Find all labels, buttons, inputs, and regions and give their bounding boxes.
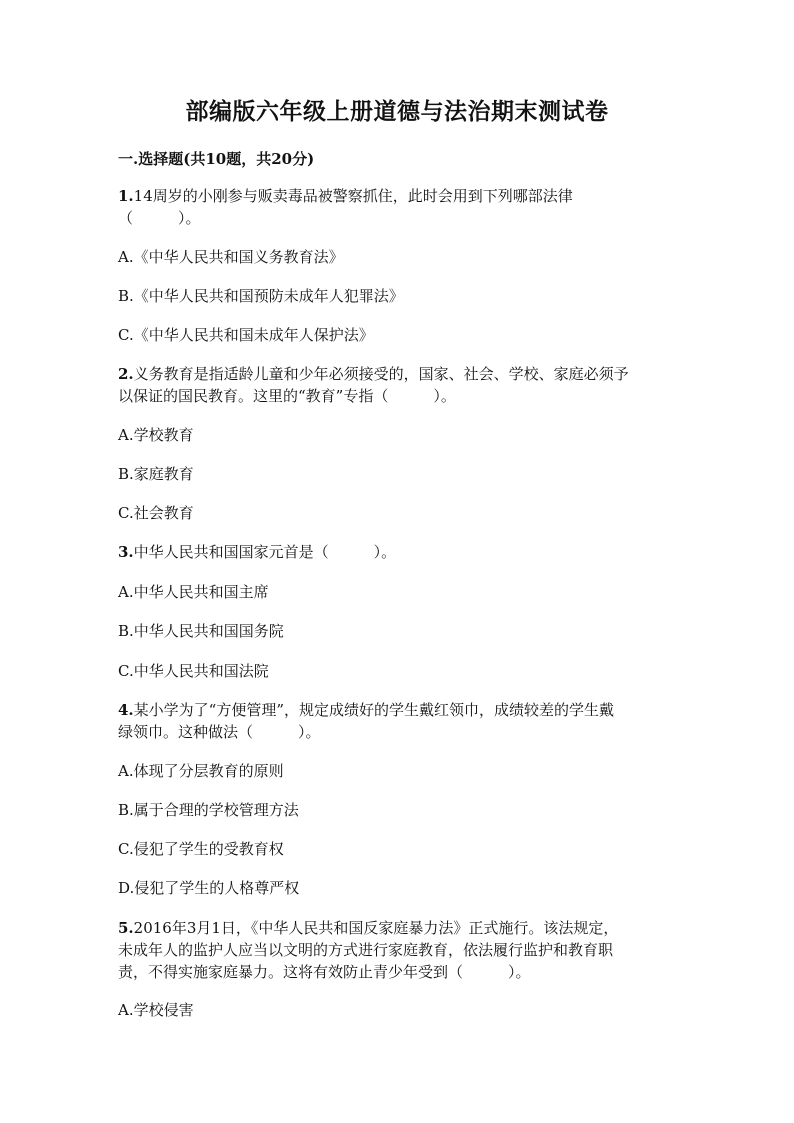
option-5a: A.学校侵害 <box>118 1001 194 1019</box>
option-1a: A.《中华人民共和国义务教育法》 <box>118 248 344 266</box>
question-line: 责，不得实施家庭暴力。这将有效防止青少年受到（ ）。 <box>118 963 531 981</box>
option-3a: A.中华人民共和国主席 <box>118 583 269 601</box>
question-line: 未成年人的监护人应当以文明的方式进行家庭教育，依法履行监护和教育职 <box>118 941 614 959</box>
question-number: 4. <box>118 701 134 719</box>
question-2 <box>118 363 678 407</box>
question-line: （ ）。 <box>118 209 201 227</box>
option-4a: A.体现了分层教育的原则 <box>118 762 284 780</box>
question-5 <box>118 917 678 983</box>
option-2c: C.社会教育 <box>118 504 194 522</box>
question-number: 1. <box>118 187 134 205</box>
question-1 <box>118 185 678 229</box>
option-1c: C.《中华人民共和国未成年人保护法》 <box>118 326 374 344</box>
option-4b: B.属于合理的学校管理方法 <box>118 801 299 819</box>
page-title: 部编版六年级上册道德与法治期末测试卷 <box>185 98 609 125</box>
option-1b: B.《中华人民共和国预防未成年人犯罪法》 <box>118 287 404 305</box>
question-number: 3. <box>118 543 134 561</box>
option-2a: A.学校教育 <box>118 426 194 444</box>
option-2b: B.家庭教育 <box>118 465 194 483</box>
question-line: 4.某小学为了“方便管理”，规定成绩好的学生戴红领巾，成绩较差的学生戴 <box>118 701 615 719</box>
question-line: 以保证的国民教育。这里的“教育”专指（ ）。 <box>118 387 456 405</box>
question-number: 5. <box>118 919 134 937</box>
option-3b: B.中华人民共和国国务院 <box>118 622 284 640</box>
question-4 <box>118 699 678 743</box>
option-4d: D.侵犯了学生的人格尊严权 <box>118 879 300 897</box>
question-line: 5.2016年3月1日，《中华人民共和国反家庭暴力法》正式施行。该法规定， <box>118 919 619 937</box>
option-3c: C.中华人民共和国法院 <box>118 662 269 680</box>
question-3 <box>118 541 678 563</box>
question-number: 2. <box>118 365 134 383</box>
question-line: 2.义务教育是指适龄儿童和少年必须接受的，国家、社会、学校、家庭必须予 <box>118 365 629 383</box>
question-line: 1.14周岁的小刚参与贩卖毒品被警察抓住，此时会用到下列哪部法律 <box>118 187 573 205</box>
question-line: 绿领巾。这种做法（ ）。 <box>118 723 321 741</box>
section-heading: 一.选择题(共10题，共20分) <box>118 150 315 168</box>
option-4c: C.侵犯了学生的受教育权 <box>118 840 284 858</box>
question-line: 3.中华人民共和国国家元首是（ ）。 <box>118 543 397 561</box>
